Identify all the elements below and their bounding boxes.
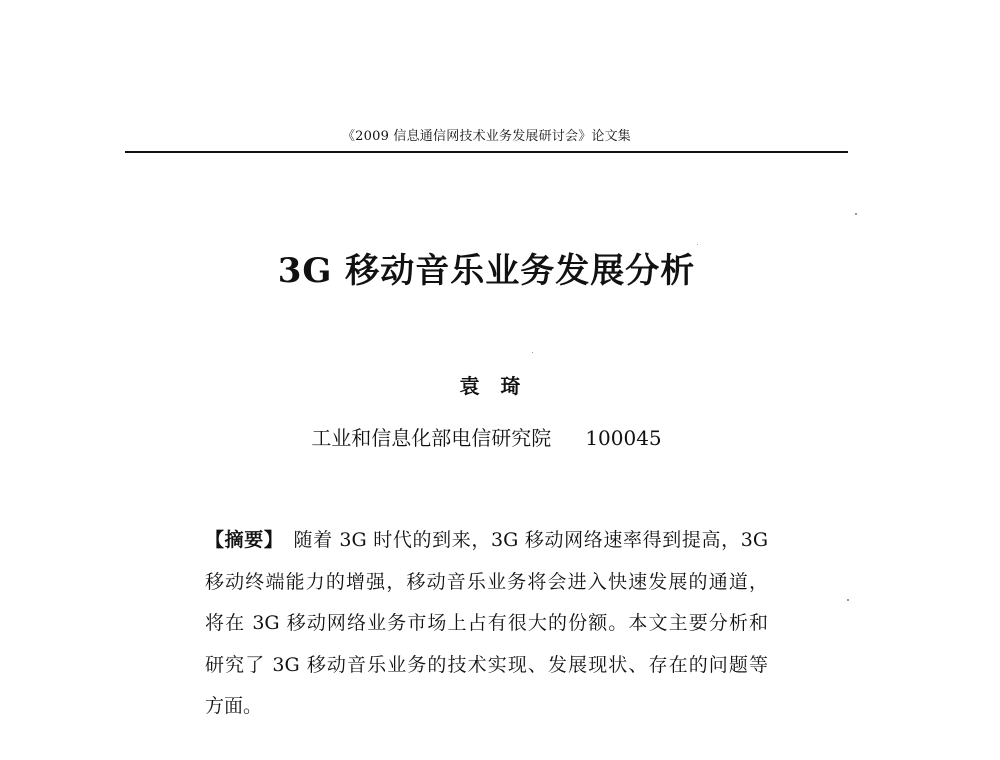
postcode: 100045 — [585, 426, 662, 450]
affiliation-line — [125, 424, 848, 452]
abstract-label: 【摘要】 — [205, 529, 284, 551]
running-header: 《2009 信息通信网技术业务发展研讨会》论文集 — [341, 129, 632, 144]
abstract-text: 随着 3G 时代的到来，3G 移动网络速率得到提高，3G — [293, 529, 768, 551]
scan-speck — [532, 352, 533, 353]
scan-speck — [847, 599, 849, 601]
scan-speck — [855, 213, 857, 215]
abstract — [205, 520, 768, 728]
abstract-line: 将在 3G 移动网络业务市场上占有很大的份额。本文主要分析和 — [205, 612, 768, 634]
author-name: 袁 琦 — [459, 374, 521, 398]
scan-speck — [697, 244, 698, 245]
header-rule — [125, 151, 848, 153]
abstract-line: 研究了 3G 移动音乐业务的技术实现、发展现状、存在的问题等 — [205, 653, 768, 676]
abstract-line: 方面。 — [205, 695, 263, 717]
affiliation: 工业和信息化部电信研究院 — [311, 426, 552, 450]
abstract-line — [205, 520, 768, 562]
abstract-line: 移动终端能力的增强，移动音乐业务将会进入快速发展的通道， — [205, 570, 768, 593]
paper-title: 3G 移动音乐业务发展分析 — [277, 251, 696, 291]
